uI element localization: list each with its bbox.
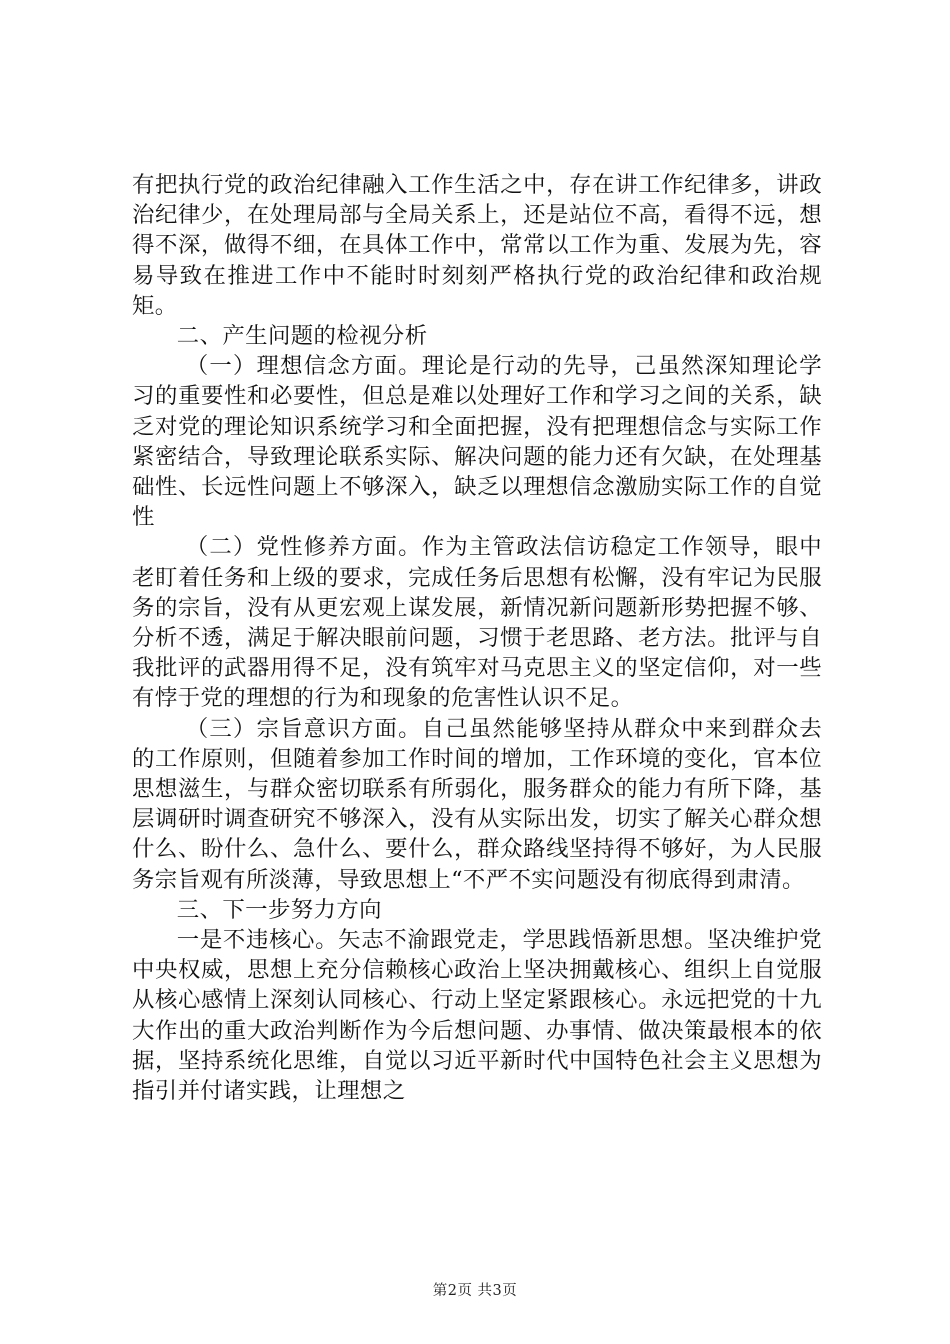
section-heading-3: 三、下一步努力方向 [176, 896, 382, 923]
page-footer: 第2页 共3页 [432, 1283, 518, 1299]
paragraph-continuation: 有把执行党的政治纪律融入工作生活之中，存在讲工作纪律多，讲政治纪律少，在处理局部与全局关系上，还是站位不高，看得不远，想得不深，做得不细，在具体工作中，常常以工作为重、发展为先，容易导致在推进工作中不能时时刻刻严格执行党的政治纪律和政治规矩。 [132, 172, 822, 319]
document-body [132, 170, 822, 1106]
paragraph-party-cultivation: （二）党性修养方面。作为主管政法信访稳定工作领导，眼中老盯着任务和上级的要求，完成任务后思想有松懈，没有牢记为民服务的宗旨，没有从更宏观上谋发展，新情况新问题新形势把握不够、分析不透，满足于解决眼前问题，习惯于老思路、老方法。批评与自我批评的武器用得不足，没有筑牢对马克思主义的坚定信仰，对一些有悖于党的理想的行为和现象的危害性认识不足。 [132, 534, 822, 712]
paragraph-core-loyalty: 一是不违核心。矢志不渝跟党走，学思践悟新思想。坚决维护党中央权威，思想上充分信赖核心政治上坚决拥戴核心、组织上自觉服从核心感情上深刻认同核心、行动上坚定紧跟核心。永远把党的十九大作出的重大政治判断作为今后想问题、办事情、做决策最根本的依据，坚持系统化思维，自觉以习近平新时代中国特色社会主义思想为指引并付诸实践，让理想之 [132, 927, 822, 1105]
section-heading-2: 二、产生问题的检视分析 [176, 323, 428, 350]
paragraph-ideals-beliefs: （一）理想信念方面。理论是行动的先导，己虽然深知理论学习的重要性和必要性，但总是难以处理好工作和学习之间的关系，缺乏对党的理论知识系统学习和全面把握，没有把理想信念与实际工作紧密结合，导致理论联系实际、解决问题的能力还有欠缺，在处理基础性、长远性问题上不够深入，缺乏以理想信念激励实际工作的自觉性 [132, 353, 822, 531]
paragraph-purpose-awareness: （三）宗旨意识方面。自己虽然能够坚持从群众中来到群众去的工作原则，但随着参加工作时间的增加，工作环境的变化，官本位思想滋生，与群众密切联系有所弱化，服务群众的能力有所下降，基层调研时调查研究不够深入，没有从实际出发，切实了解关心群众想什么、盼什么、急什么、要什么，群众路线坚持得不够好，为人民服务宗旨观有所淡薄，导致思想上“不严不实问题没有彻底得到肃清。 [132, 715, 822, 893]
